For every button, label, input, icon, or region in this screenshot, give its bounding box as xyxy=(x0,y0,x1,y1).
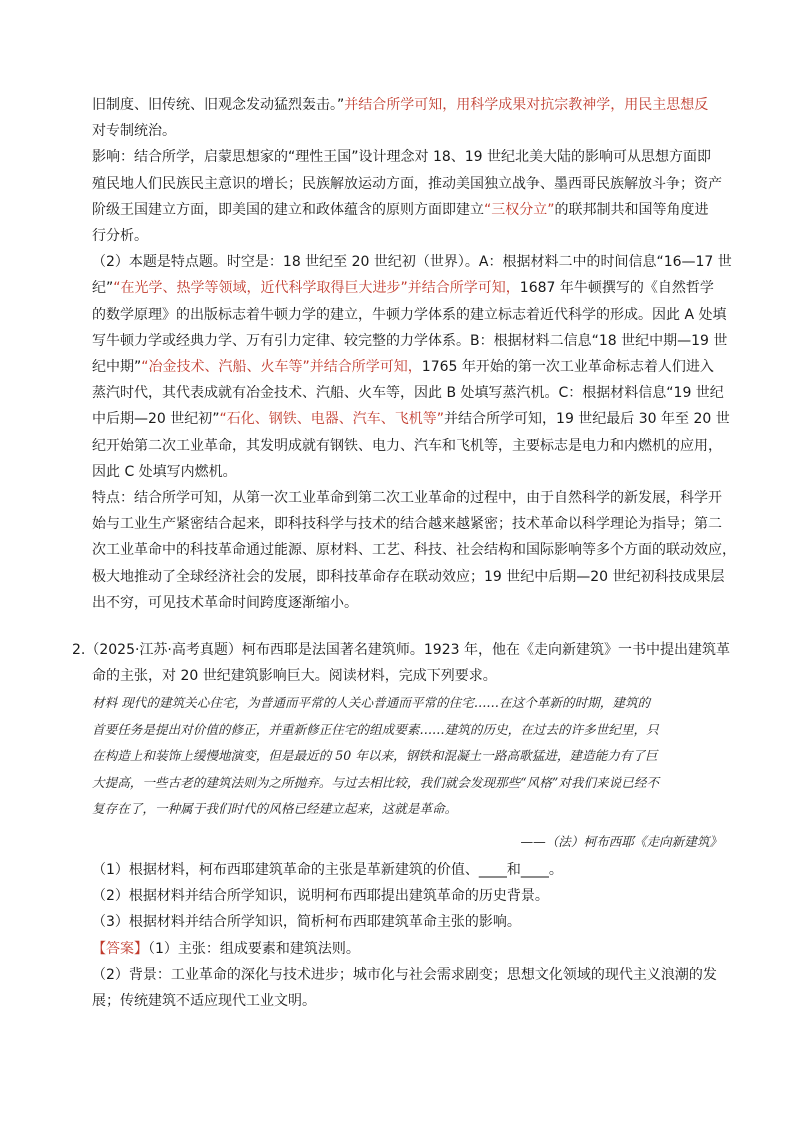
body-text: 纪中期” xyxy=(92,359,142,376)
explanation-block xyxy=(92,92,736,616)
body-text: 次工业革命中的科技革命通过能源、原材料、工艺、科技、社会结构和国际影响等多个方面的联动效应， xyxy=(92,542,736,559)
material-line: 大提高，一些古老的建筑法则为之所抛弃。与过去相比较，我们就会发现那些“风格”对我们来说已经不 xyxy=(92,774,660,790)
body-text: 出不穷，可见技术革命时间跨度逐渐缩小。 xyxy=(92,594,358,611)
body-text: 并结合所学可知，19 世纪最后 30 年至 20 世 xyxy=(444,411,730,428)
material-passage xyxy=(92,690,732,823)
highlight-text: “在光学、热学等领域，近代科学取得巨大进步”并结合所学可知， xyxy=(113,280,520,297)
body-text: 纪开始第二次工业革命，其发明成就有钢铁、电力、汽车和飞机等，主要标志是电力和内燃机的应用， xyxy=(92,437,722,454)
body-text: 阶级王国建立方面，即美国的建立和政体蕴含的原则方面即建立 xyxy=(92,201,484,218)
material-source: ——（法）柯布西耶《走向新建筑》 xyxy=(520,834,722,849)
highlight-text: “石化、钢铁、电器、汽车、飞机等” xyxy=(219,411,445,428)
explanation-line xyxy=(92,118,732,144)
material-line: 在构造上和装饰上缓慢地演变，但是最近的 50 年以来，钢铁和混凝土一路高歌猛进，建造能力有了巨 xyxy=(92,748,658,764)
explanation-line xyxy=(92,92,732,118)
body-text: 特点：结合所学可知，从第一次工业革命到第二次工业革命的过程中，由于自然科学的新发展，科学开 xyxy=(92,490,722,507)
explanation-line xyxy=(92,459,732,485)
explanation-line xyxy=(92,275,732,301)
explanation-line xyxy=(92,590,732,616)
body-text: 蒸汽时代，其代表成就有冶金技术、汽船、火车等，因此 B 处填写蒸汽机。C：根据材料信息“19 世纪 xyxy=(92,385,724,402)
explanation-line xyxy=(92,144,732,170)
explanation-line xyxy=(92,354,732,380)
explanation-line xyxy=(92,406,732,432)
explanation-line xyxy=(92,171,732,197)
body-text: 纪” xyxy=(92,280,114,297)
question-line: 命的主张，对 20 世纪建筑影响巨大。阅读材料，完成下列要求。 xyxy=(92,668,497,685)
body-text: 1687 年牛顿撰写的《自然哲学 xyxy=(519,280,714,297)
body-text: 1765 年开始的第一次工业革命标志着人们进入 xyxy=(421,359,714,376)
explanation-line xyxy=(92,380,732,406)
body-text: 中后期—20 世纪初” xyxy=(92,411,220,428)
highlight-text: “冶金技术、汽船、火车等”并结合所学可知， xyxy=(141,359,422,376)
answer-line-2: （2）背景：工业革命的深化与技术进步；城市化与社会需求剧变；思想文化领域的现代主义浪潮的发 xyxy=(92,966,717,983)
body-text: 对专制统治。 xyxy=(92,123,176,140)
explanation-line xyxy=(92,485,732,511)
body-text: 旧制度、旧传统、旧观念发动猛烈轰击。” xyxy=(92,97,345,113)
explanation-line xyxy=(92,197,732,223)
explanation-line xyxy=(92,302,732,328)
subquestion-1: （1）根据材料，柯布西耶建筑革命的主张是革新建筑的价值、____和____。 xyxy=(92,862,563,878)
material-line: 首要任务是提出对价值的修正，并重新修正住宅的组成要素……建筑的历史，在过去的许多世纪里，只 xyxy=(92,721,659,737)
answer-tag: 【答案】 xyxy=(92,940,148,957)
question-2-stem xyxy=(72,637,732,689)
explanation-line xyxy=(92,249,732,275)
body-text: 殖民地人们民族民主意识的增长；民族解放运动方面，推动美国独立战争、墨西哥民族解放斗争；资产 xyxy=(92,175,722,192)
body-text: 极大地推动了全球经济社会的发展，即科技革命存在联动效应；19 世纪中后期—20 世纪初科技成果层 xyxy=(92,568,725,585)
explanation-line xyxy=(92,537,736,563)
body-text: 行分析。 xyxy=(92,228,148,245)
subquestions xyxy=(92,857,732,1014)
explanation-line xyxy=(92,223,732,249)
question-line: 2.（2025·江苏·高考真题）柯布西耶是法国著名建筑师。1923 年，他在《走向新建筑》一书中提出建筑革 xyxy=(72,642,730,658)
subquestion-2: （2）根据材料并结合所学知识，说明柯布西耶提出建筑革命的历史背景。 xyxy=(92,888,549,905)
answer-text: （1）主张：组成要素和建筑法则。 xyxy=(148,940,360,957)
body-text: 的数学原理》的出版标志着牛顿力学的建立，牛顿力学体系的建立标志着近代科学的形成。因此 A 处填 xyxy=(92,306,727,323)
highlight-text: 并结合所学可知，用科学成果对抗宗教神学，用民主思想反 xyxy=(344,97,709,113)
body-text: 因此 C 处填写内燃机。 xyxy=(92,463,237,480)
body-text: （2）本题是特点题。时空是：18 世纪至 20 世纪初（世界）。A：根据材料二中的时间信息“16—17 世 xyxy=(92,254,732,271)
body-text: 影响：结合所学，启蒙思想家的“理性王国”设计理念对 18、19 世纪北美大陆的影响可从思想方面即 xyxy=(92,149,712,166)
body-text: 的联邦制共和国等角度进 xyxy=(554,201,709,218)
explanation-line xyxy=(92,328,732,354)
explanation-line xyxy=(92,511,732,537)
material-line: 复存在了，一种属于我们时代的风格已经建立起来，这就是革命。 xyxy=(92,801,458,817)
explanation-line xyxy=(92,564,732,590)
highlight-text: “三权分立” xyxy=(484,201,555,218)
body-text: 始与工业生产紧密结合起来，即科技科学与技术的结合越来越紧密；技术革命以科学理论为指导；第二 xyxy=(92,516,722,533)
subquestion-3: （3）根据材料并结合所学知识，简析柯布西耶建筑革命主张的影响。 xyxy=(92,914,521,931)
explanation-line xyxy=(92,433,732,459)
material-line: 材料 现代的建筑关心住宅，为普通而平常的人关心普通而平常的住宅……在这个革新的时期，建筑的 xyxy=(92,695,651,710)
answer-line-1 xyxy=(92,936,732,962)
answer-line-3: 展；传统建筑不适应现代工业文明。 xyxy=(92,993,316,1010)
body-text: 写牛顿力学或经典力学、万有引力定律、较完整的力学体系。B：根据材料二信息“18 世纪中期—19 世 xyxy=(92,332,728,349)
